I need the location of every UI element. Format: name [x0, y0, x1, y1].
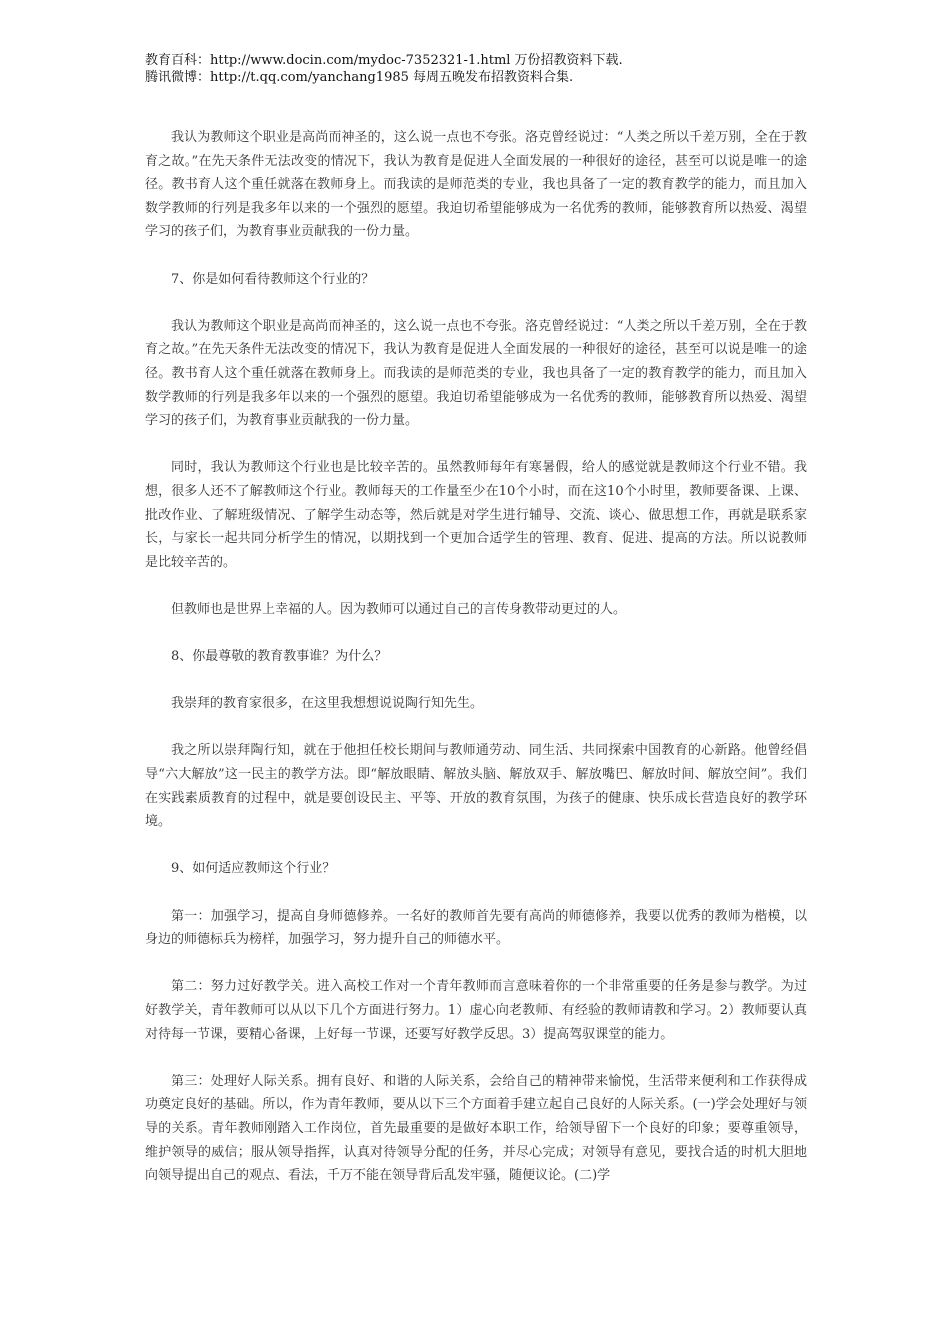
paragraph: 我之所以崇拜陶行知，就在于他担任校长期间与教师通劳动、同生活、共同探索中国教育的心新路。他曾经倡导“六大解放”这一民主的教学方法。即“解放眼睛、解放头脑、解放双手、解放嘴巴、解放时间、解放空间”。我们在实践素质教育的过程中，就是要创设民主、平等、开放的教育氛围，为孩子的健康、快乐成长营造良好的教学环境。	[145, 743, 807, 830]
header-line-docin: 教育百科：http://www.docin.com/mydoc-7352321-1.html 万份招教资料下载.	[145, 53, 623, 68]
document-header	[145, 52, 845, 86]
paragraph: 第一：加强学习，提高自身师德修养。一名好的教师首先要有高尚的师德修养，我要以优秀的教师为楷模，以身边的师德标兵为榜样，加强学习，努力提升自己的师德水平。	[145, 908, 807, 948]
question-heading: 8、你最尊敬的教育教事谁？为什么？	[171, 649, 388, 665]
paragraph: 我崇拜的教育家很多，在这里我想想说说陶行知先生。	[171, 696, 484, 712]
paragraph: 我认为教师这个职业是高尚而神圣的，这么说一点也不夸张。洛克曾经说过：“人类之所以千差万别，全在于教育之故。”在先天条件无法改变的情况下，我认为教育是促进人全面发展的一种很好的途径，甚至可以说是唯一的途径。教书育人这个重任就落在教师身上。而我读的是师范类的专业，我也具备了一定的教育教学的能力，而且加入数学教师的行列是我多年以来的一个强烈的愿望。我迫切希望能够成为一名优秀的教师，能够教育所以热爱、渴望学习的孩子们，为教育事业贡献我的一份力量。	[145, 130, 807, 240]
paragraph: 但教师也是世界上幸福的人。因为教师可以通过自己的言传身教带动更过的人。	[171, 601, 627, 617]
question-heading: 7、你是如何看待教师这个行业的？	[171, 271, 375, 287]
header-line-weibo: 腾讯微博：http://t.qq.com/yanchang1985 每周五晚发布招教资料合集.	[145, 70, 574, 85]
question-heading: 9、如何适应教师这个行业？	[171, 861, 336, 877]
paragraph: 第二：努力过好教学关。进入高校工作对一个青年教师而言意味着你的一个非常重要的任务是参与教学。为过好教学关，青年教师可以从以下几个方面进行努力。1）虚心向老教师、有经验的教师请教和学习。2）教师要认真对待每一节课，要精心备课，上好每一节课，还要写好教学反思。3）提高驾驭课堂的能力。	[145, 979, 807, 1042]
paragraph: 第三：处理好人际关系。拥有良好、和谐的人际关系，会给自己的精神带来愉悦，生活带来便利和工作获得成功奠定良好的基础。所以，作为青年教师，要从以下三个方面着手建立起自己良好的人际关系。(一)学会处理好与领导的关系。青年教师刚踏入工作岗位，首先最重要的是做好本职工作，给领导留下一个良好的印象；要尊重领导，维护领导的威信；服从领导指挥，认真对待领导分配的任务，并尽心完成；对领导有意见，要找合适的时机大胆地向领导提出自己的观点、看法，千万不能在领导背后乱发牢骚，随便议论。(二)学	[145, 1073, 807, 1184]
paragraph: 同时，我认为教师这个行业也是比较辛苦的。虽然教师每年有寒暑假，给人的感觉就是教师这个行业不错。我想，很多人还不了解教师这个行业。教师每天的工作量至少在10个小时，而在这10个小时里，教师要备课、上课、批改作业、了解班级情况、了解学生动态等，然后就是对学生进行辅导、交流、谈心、做思想工作，再就是联系家长，与家长一起共同分析学生的情况，以期找到一个更加合适学生的管理、教育、促进、提高的方法。所以说教师是比较辛苦的。	[145, 460, 807, 570]
paragraph: 我认为教师这个职业是高尚而神圣的，这么说一点也不夸张。洛克曾经说过：“人类之所以千差万别，全在于教育之故。”在先天条件无法改变的情况下，我认为教育是促进人全面发展的一种很好的途径，甚至可以说是唯一的途径。教书育人这个重任就落在教师身上。而我读的是师范类的专业，我也具备了一定的教育教学的能力，而且加入数学教师的行列是我多年以来的一个强烈的愿望。我迫切希望能够成为一名优秀的教师，能够教育所以热爱、渴望学习的孩子们，为教育事业贡献我的一份力量。	[145, 318, 807, 429]
document-body	[145, 126, 807, 1211]
